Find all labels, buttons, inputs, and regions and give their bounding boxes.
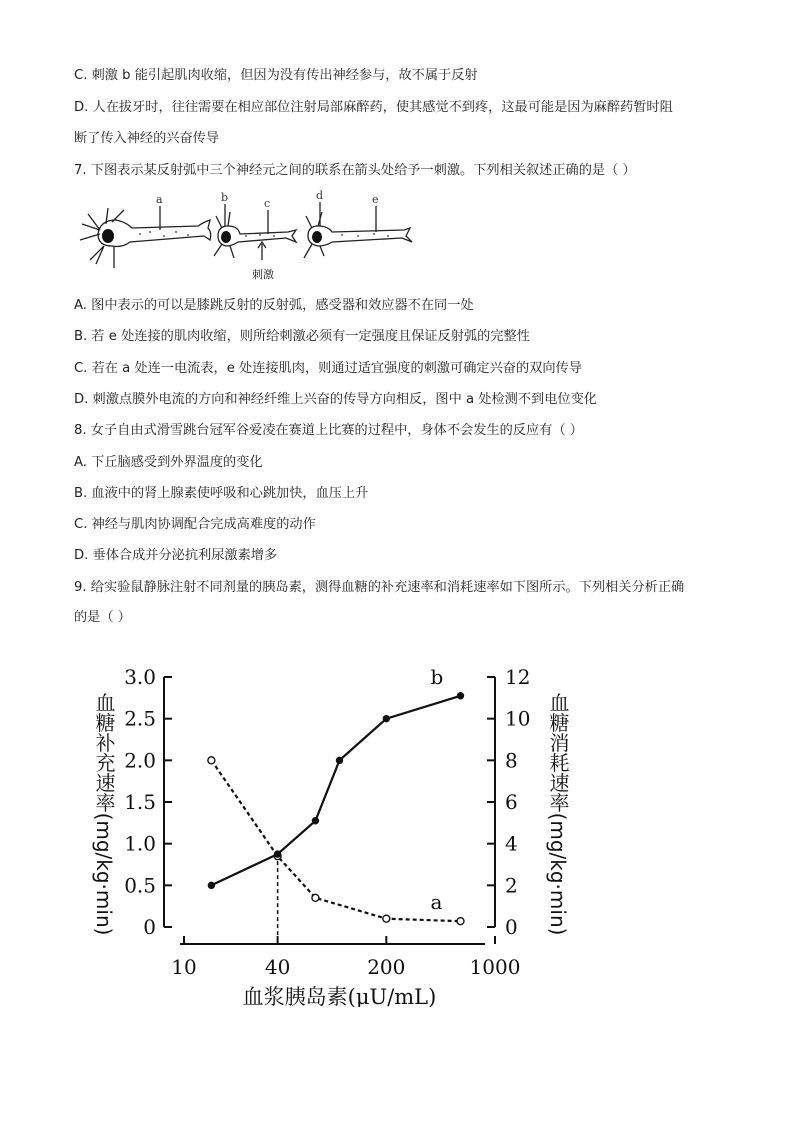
neuron-label-e: e bbox=[372, 193, 379, 206]
series-a-point bbox=[383, 915, 390, 922]
series-b-line bbox=[211, 696, 460, 886]
left-axis-label: 血糖补充速率(mg/kg·min) bbox=[92, 692, 116, 936]
series-b-point bbox=[208, 882, 214, 888]
insulin-glucose-chart bbox=[80, 662, 590, 1007]
right-axis-label: 血糖消耗速率(mg/kg·min) bbox=[546, 692, 570, 936]
series-b-label: b bbox=[430, 664, 444, 689]
series-a-label: a bbox=[430, 890, 443, 915]
text-line-q9a: 9. 给实验鼠静脉注射不同剂量的胰岛素，测得血糖的补充速率和消耗速率如下图所示。下列相关分析正确 bbox=[74, 580, 685, 595]
neuron-label-b: b bbox=[221, 191, 229, 204]
left-tick-label: 0.5 bbox=[124, 873, 156, 898]
right-tick-label: 8 bbox=[505, 748, 518, 773]
text-line-d8: D. 垂体合成并分泌抗利尿激素增多 bbox=[74, 548, 278, 563]
series-a-line bbox=[211, 760, 460, 921]
text-line-c6: C. 刺激 b 能引起肌肉收缩，但因为没有传出神经参与，故不属于反射 bbox=[74, 68, 478, 83]
neuron-label-d: d bbox=[316, 190, 324, 202]
series-b-point bbox=[312, 818, 318, 824]
left-tick-label: 0 bbox=[143, 915, 156, 939]
text-line-d6b: 断了传入神经的兴奋传导 bbox=[74, 131, 220, 146]
series-b-point bbox=[458, 693, 464, 699]
series-a-point bbox=[312, 894, 319, 901]
left-tick-label: 1.0 bbox=[124, 831, 156, 856]
left-tick-label: 1.5 bbox=[124, 790, 156, 814]
right-tick-label: 12 bbox=[505, 665, 531, 689]
series-a-point bbox=[457, 918, 464, 925]
x-tick-label: 40 bbox=[264, 955, 291, 979]
series-b-point bbox=[275, 851, 281, 857]
series-a-point bbox=[208, 757, 215, 764]
text-line-a8: A. 下丘脑感受到外界温度的变化 bbox=[74, 455, 263, 470]
text-line-d7: D. 刺激点膜外电流的方向和神经纤维上兴奋的传导方向相反，图中 a 处检测不到电位变化 bbox=[74, 392, 597, 407]
text-line-q9b: 的是（ ） bbox=[74, 610, 131, 625]
x-axis-label: 血浆胰岛素(μU/mL) bbox=[242, 985, 437, 1007]
x-tick-label: 10 bbox=[171, 955, 197, 979]
text-line-d6a: D. 人在拔牙时，往往需要在相应部位注射局部麻醉药，使其感觉不到疼，这最可能是因为麻醉药暂时阻 bbox=[74, 100, 673, 115]
reflex-arc-neuron-diagram bbox=[70, 190, 420, 290]
text-line-c8: C. 神经与肌肉协调配合完成高难度的动作 bbox=[74, 517, 316, 532]
x-tick-label: 1000 bbox=[469, 955, 521, 979]
x-tick-label: 200 bbox=[367, 955, 406, 979]
neuron-label-c: c bbox=[264, 197, 271, 210]
series-b-point bbox=[383, 716, 389, 722]
text-line-c7: C. 若在 a 处连一电流表，e 处连接肌肉，则通过适宜强度的刺激可确定兴奋的双向传导 bbox=[74, 361, 582, 376]
left-tick-label: 2.0 bbox=[124, 748, 156, 773]
text-line-a7: A. 图中表示的可以是膝跳反射的反射弧，感受器和效应器不在同一处 bbox=[74, 298, 474, 313]
text-line-b8: B. 血液中的肾上腺素使呼吸和心跳加快，血压上升 bbox=[74, 486, 369, 501]
left-tick-label: 2.5 bbox=[124, 706, 156, 731]
text-line-b7: B. 若 e 处连接的肌肉收缩，则所给刺激必须有一定强度且保证反射弧的完整性 bbox=[74, 329, 530, 344]
right-tick-label: 2 bbox=[505, 873, 518, 898]
right-tick-label: 6 bbox=[505, 790, 518, 814]
stimulus-label: 刺激 bbox=[252, 268, 274, 281]
text-line-q8: 8. 女子自由式滑雪跳台冠军谷爱凌在赛道上比赛的过程中，身体不会发生的反应有（ ） bbox=[74, 423, 583, 438]
right-tick-label: 0 bbox=[505, 915, 518, 939]
text-line-q7: 7. 下图表示某反射弧中三个神经元之间的联系在箭头处给予一刺激。下列相关叙述正确的是（ ） bbox=[74, 163, 636, 178]
neuron-label-a: a bbox=[156, 193, 163, 206]
right-tick-label: 4 bbox=[505, 831, 518, 856]
series-b-point bbox=[337, 757, 343, 763]
left-tick-label: 3.0 bbox=[124, 665, 156, 689]
right-tick-label: 10 bbox=[505, 706, 531, 731]
